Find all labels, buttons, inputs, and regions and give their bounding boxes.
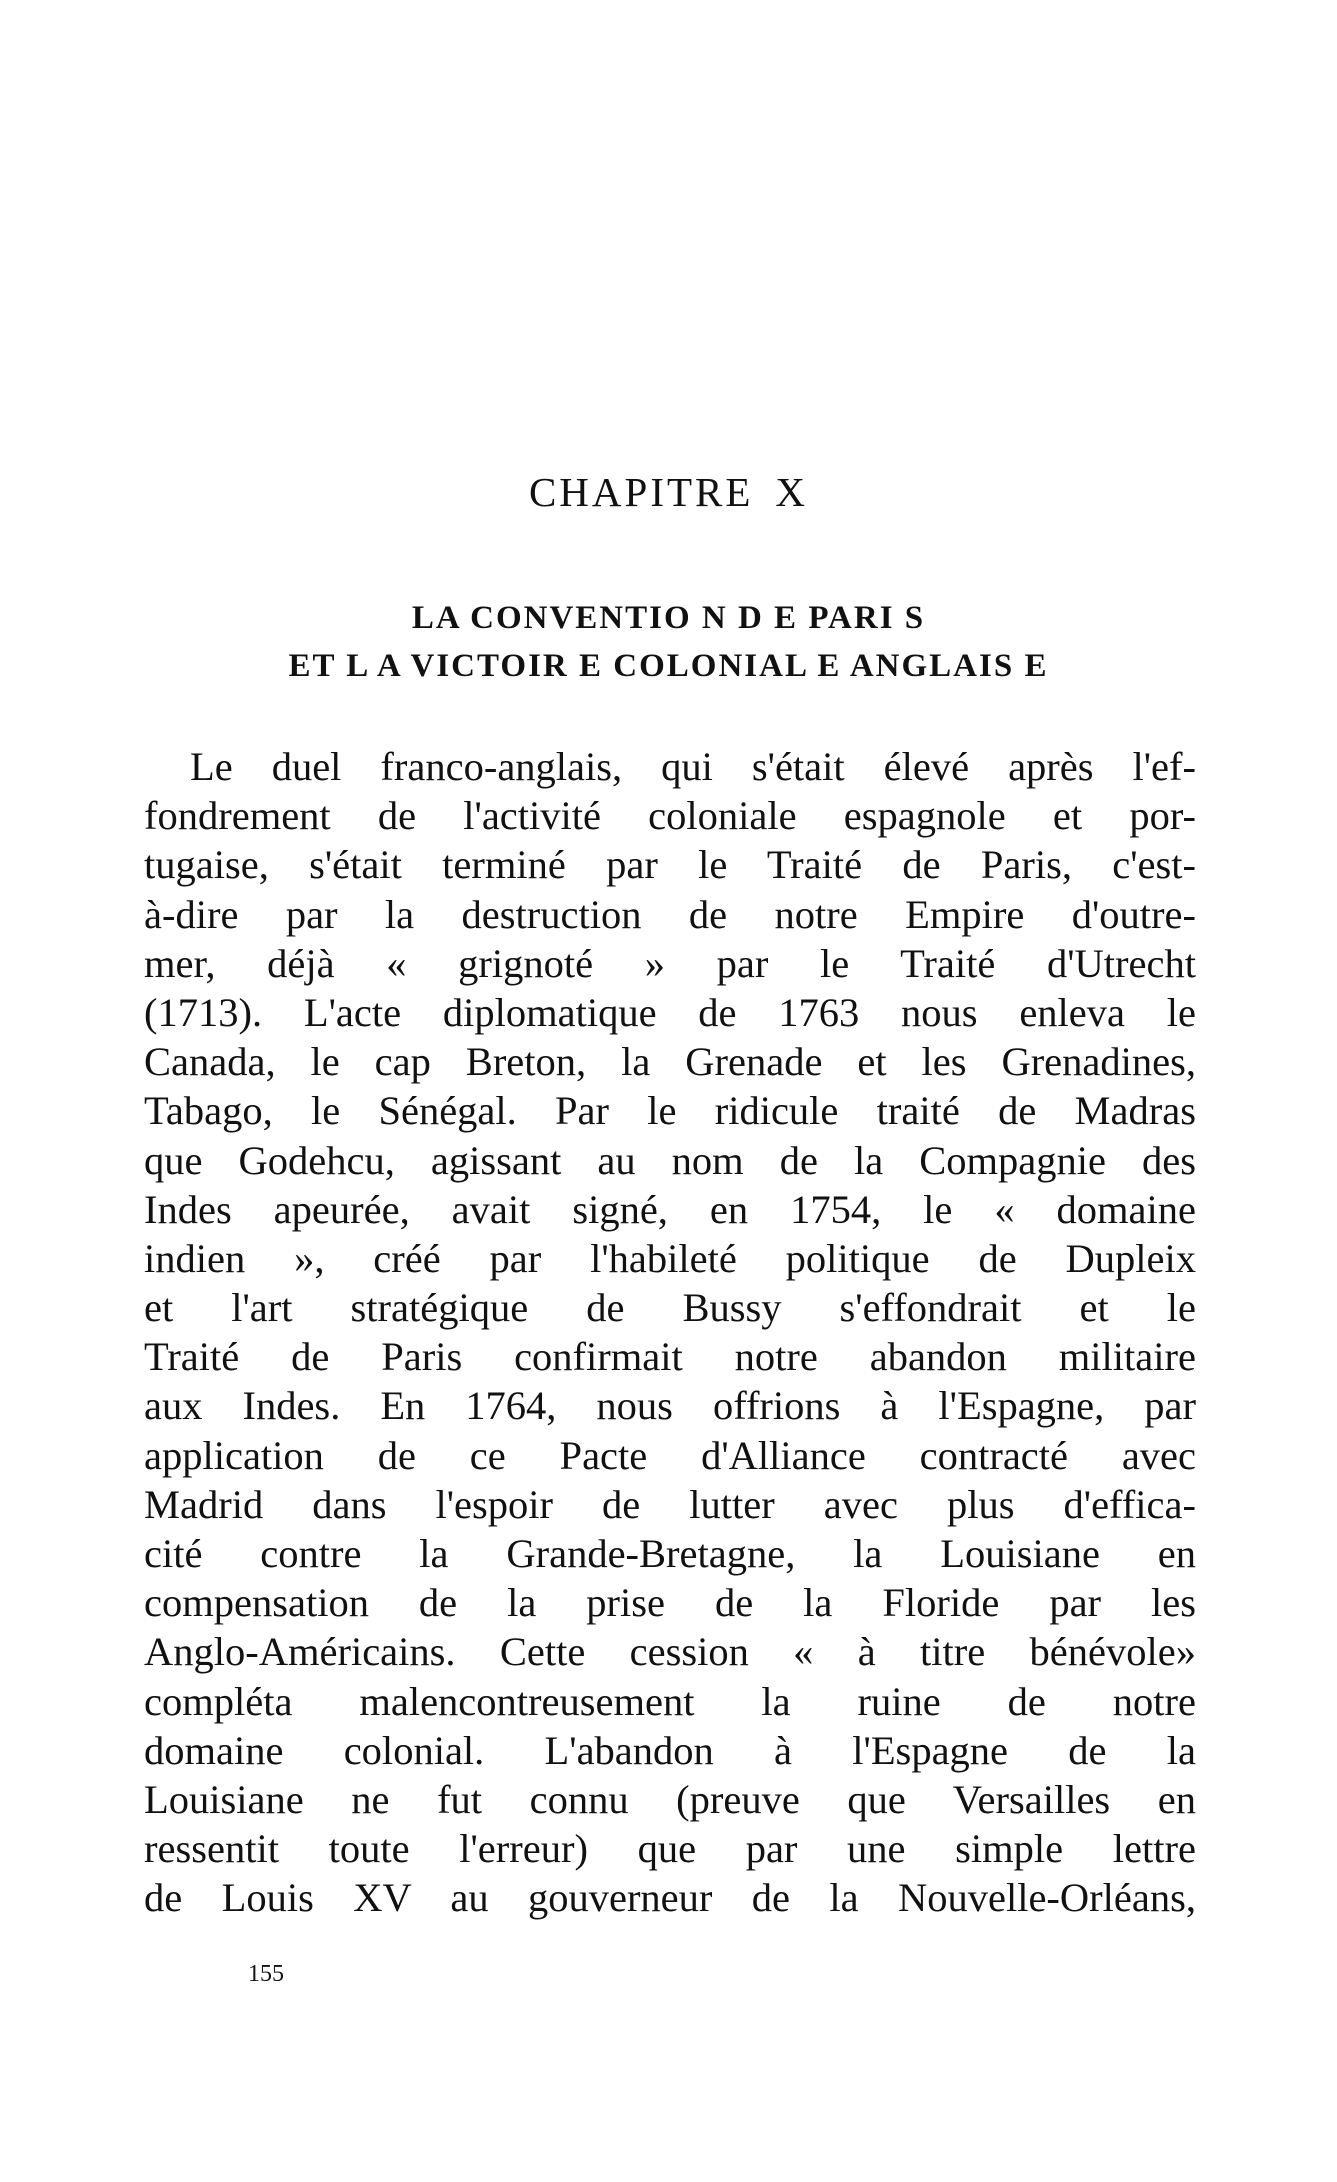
text-line: application de ce Pacte d'Alliance contracté avec — [144, 1432, 1196, 1478]
text-line: Canada, le cap Breton, la Grenade et les Grenadines, — [144, 1039, 1196, 1085]
page-number: 155 — [248, 1961, 284, 1987]
text-line: ressentit toute l'erreur) que par une simple lettre — [144, 1826, 1196, 1872]
chapter-title-line-1: LA CONVENTIO N D E PARI S — [411, 600, 926, 636]
text-line: domaine colonial. L'abandon à l'Espagne de la — [144, 1727, 1196, 1773]
text-line: Tabago, le Sénégal. Par le ridicule traité de Madras — [144, 1088, 1196, 1134]
text-line: Traité de Paris confirmait notre abandon militaire — [144, 1334, 1196, 1380]
text-line: fondrement de l'activité coloniale espagnole et por- — [144, 793, 1196, 839]
text-line: compensation de la prise de la Floride par les — [144, 1580, 1196, 1626]
body-paragraph — [144, 742, 1196, 1923]
text-line: que Godehcu, agissant au nom de la Compagnie des — [144, 1137, 1196, 1183]
chapter-title — [0, 594, 1337, 690]
text-line: Louisiane ne fut connu (preuve que Versailles en — [144, 1776, 1196, 1822]
text-line: tugaise, s'était terminé par le Traité de Paris, c'est- — [144, 842, 1196, 888]
text-line: Indes apeurée, avait signé, en 1754, le « domaine — [144, 1186, 1196, 1232]
chapter-number: X — [775, 469, 809, 515]
text-line: Madrid dans l'espoir de lutter avec plus d'effica- — [144, 1481, 1196, 1527]
text-line: compléta malencontreusement la ruine de notre — [144, 1678, 1196, 1724]
text-line: Le duel franco-anglais, qui s'était élevé après l'ef- — [190, 744, 1196, 789]
chapter-title-line-2: ET L A VICTOIR E COLONIAL E ANGLAIS E — [288, 648, 1049, 684]
text-line: mer, déjà « grignoté » par le Traité d'Utrecht — [144, 940, 1196, 986]
chapter-heading — [0, 469, 1337, 515]
text-line: cité contre la Grande-Bretagne, la Louisiane en — [144, 1531, 1196, 1576]
text-line: indien », créé par l'habileté politique de Dupleix — [144, 1235, 1196, 1281]
text-line: à-dire par la destruction de notre Empire d'outre- — [144, 891, 1196, 937]
text-line: et l'art stratégique de Bussy s'effondrait et le — [144, 1285, 1196, 1331]
chapter-label: CHAPITRE — [528, 469, 754, 515]
text-line: de Louis XV au gouverneur de la Nouvelle-Orléans, — [144, 1875, 1196, 1921]
text-line: (1713). L'acte diplomatique de 1763 nous enleva le — [144, 989, 1196, 1035]
text-line: Anglo-Américains. Cette cession « à titre bénévole» — [144, 1629, 1196, 1675]
text-line: aux Indes. En 1764, nous offrions à l'Espagne, par — [144, 1383, 1196, 1429]
